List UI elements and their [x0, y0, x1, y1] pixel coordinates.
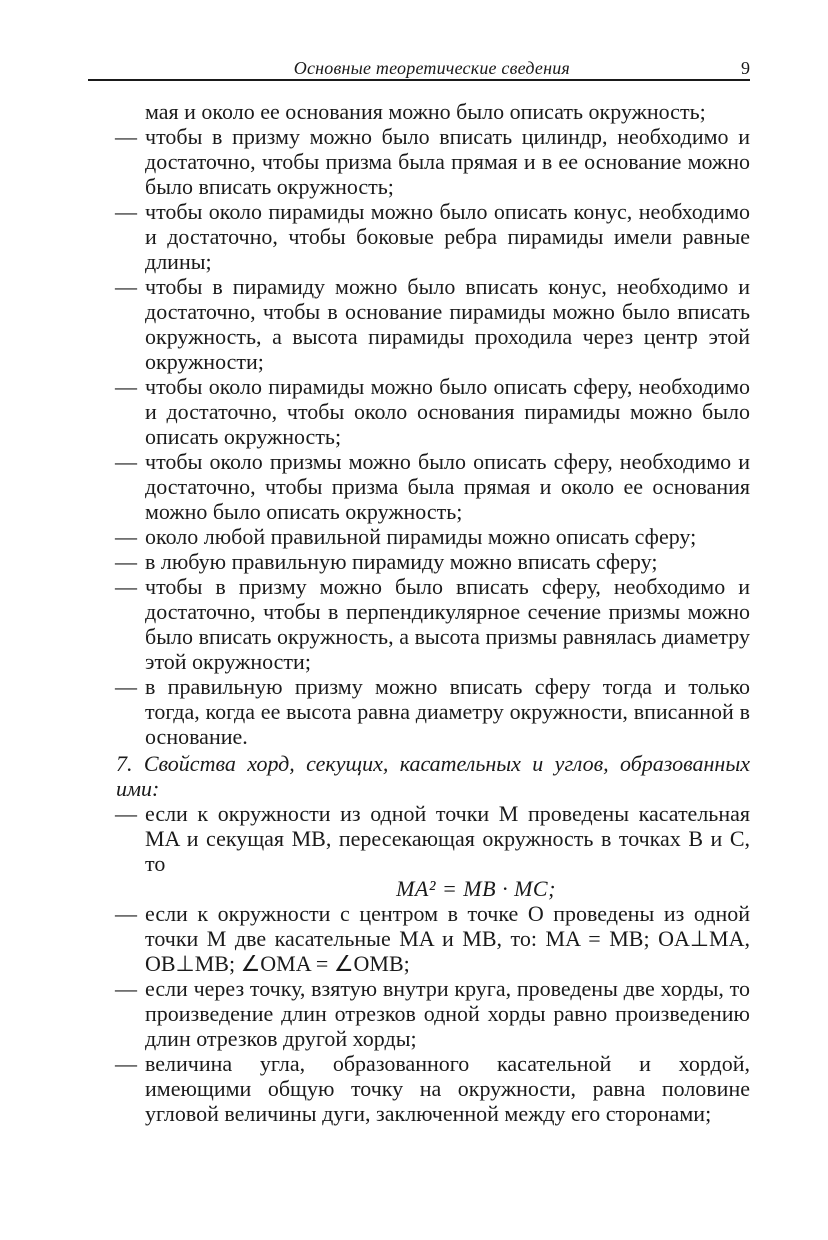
dash-bullet: —: [115, 549, 137, 574]
list-item-text: если к окружности из одной точки M проведены касательная MA и секущая MB, пересекающая окружность в точках B и C, то: [145, 801, 750, 876]
list-item-text: чтобы около пирамиды можно было описать конус, необходимо и достаточно, чтобы боковые ребра пирамиды имели равные длины;: [145, 199, 750, 274]
list-item-text: чтобы около пирамиды можно было описать сферу, необходимо и достаточно, чтобы около основания пирамиды можно было описать окружность;: [145, 374, 750, 449]
dash-bullet: —: [115, 199, 137, 224]
dash-bullet: —: [115, 901, 137, 926]
list-item-text: около любой правильной пирамиды можно описать сферу;: [145, 524, 697, 549]
list-item: [88, 574, 750, 674]
continuation-paragraph: мая и около ее основания можно было описать окружность;: [145, 99, 706, 124]
dash-bullet: —: [115, 976, 137, 1001]
list-item: [88, 199, 750, 274]
list-item-text: чтобы в призму можно было вписать сферу, необходимо и достаточно, чтобы в перпендикулярное сечение призмы можно было вписать окружность, а высота призмы равнялась диаметру этой окружности;: [145, 574, 750, 674]
conditions-list: [88, 124, 750, 749]
dash-bullet: —: [115, 374, 137, 399]
list-item-text: величина угла, образованного касательной и хордой, имеющими общую точку на окружности, равна половине угловой величины дуги, заключенной между его сторонами;: [145, 1051, 750, 1126]
running-header: [88, 55, 750, 81]
list-item: [88, 549, 750, 574]
formula: MA² = MB · MC;: [396, 876, 556, 901]
dash-bullet: —: [115, 574, 137, 599]
list-item-text: чтобы в пирамиду можно было вписать конус, необходимо и достаточно, чтобы в основание пирамиды можно было вписать окружность, а высота пирамиды проходила через центр этой окружности;: [145, 274, 750, 374]
list-item-text: если через точку, взятую внутри круга, проведены две хорды, то произведение длин отрезков одной хорды равно произведению длин отрезков другой хорды;: [145, 976, 750, 1051]
dash-bullet: —: [115, 674, 137, 699]
running-title: Основные теоретические сведения: [293, 58, 570, 78]
list-item: [88, 674, 750, 749]
list-item: [88, 976, 750, 1051]
list-item-text: в любую правильную пирамиду можно вписать сферу;: [145, 549, 658, 574]
dash-bullet: —: [115, 524, 137, 549]
section-heading: 7. Свойства хорд, секущих, касательных и углов, образованных ими:: [116, 751, 750, 801]
page-number: 9: [741, 58, 750, 78]
dash-bullet: —: [115, 801, 137, 826]
list-item: [88, 124, 750, 199]
list-item: [88, 274, 750, 374]
list-item: [88, 524, 750, 549]
chord-properties-list: [88, 801, 750, 1126]
list-item: [88, 801, 750, 901]
list-item-text: если к окружности с центром в точке O проведены из одной точки M две касательные MA и MB, то: MA = MB; OA⊥MA, OB⊥MB; ∠OMA = ∠OMB;: [145, 901, 750, 976]
list-item: [88, 1051, 750, 1126]
book-page: [88, 55, 750, 1126]
list-item: [88, 449, 750, 524]
dash-bullet: —: [115, 449, 137, 474]
list-item-text: чтобы в призму можно было вписать цилиндр, необходимо и достаточно, чтобы призма была прямая и в ее основание можно было вписать окружность;: [145, 124, 750, 199]
list-item-text: чтобы около призмы можно было описать сферу, необходимо и достаточно, чтобы призма была прямая и около ее основания можно было описать окружность;: [145, 449, 750, 524]
dash-bullet: —: [115, 274, 137, 299]
list-item-text: в правильную призму можно вписать сферу тогда и только тогда, когда ее высота равна диаметру окружности, вписанной в основание.: [145, 674, 750, 749]
dash-bullet: —: [115, 1051, 137, 1076]
list-item: [88, 901, 750, 976]
page-body: [88, 99, 750, 1126]
dash-bullet: —: [115, 124, 137, 149]
list-item: [88, 374, 750, 449]
